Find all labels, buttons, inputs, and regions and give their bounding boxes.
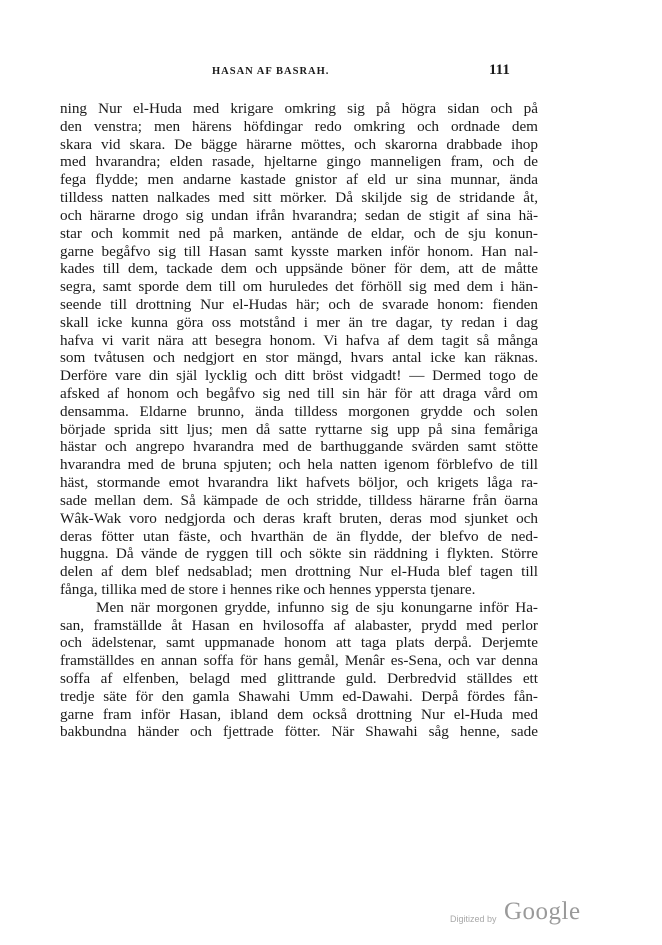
text-line: densamma. Eldarne brunno, ända tilldess morgonen grydde och solen: [60, 402, 538, 420]
text-line: häst, stormande emot hvarandra likt hafvets böljor, och krigets låga ra-: [60, 474, 538, 492]
text-line: afsked af honom och begåfvo sig ned till sin här för att draga vård om: [60, 385, 538, 402]
text-line: Derföre vare din själ lycklig och ditt bröst vidgadt! — Dermed togo de: [60, 367, 538, 385]
text-line: kades till dem, tackade dem och uppsände böner för dem, att de måtte: [60, 260, 538, 278]
running-head: [0, 62, 662, 82]
watermark-label: Digitized by: [450, 914, 497, 924]
text-line: den venstra; men härens höfdingar redo omkring och ordnade dem: [60, 117, 538, 135]
text-line: hvarandra med de bruna spjuten; och hela natten igenom förblefvo de till: [60, 456, 538, 474]
text-line: bakbundna händer och fjettrade fötter. När Shawahi såg henne, sade: [60, 723, 538, 741]
paragraph-last-line: fånga, tillika med de store i hennes rike och hennes yppersta tjenare.: [60, 580, 476, 598]
text-line: ning Nur el-Huda med krigare omkring sig på högra sidan och på: [60, 100, 538, 117]
body-text: [60, 100, 538, 741]
text-line: delen af dem blef nedsablad; men drottning Nur el-Huda blef tagen till: [60, 563, 538, 581]
text-line: började sprida sitt ljus; men då satte ryttarne sig upp på sina femåriga: [60, 420, 538, 438]
text-line: garne begåfvo sig till Hasan samt kysste marken inför honom. Han nal-: [60, 242, 538, 260]
text-line: san, framställde åt Hasan en hvilosoffa af alabaster, prydd med perlor: [60, 616, 538, 634]
text-line: och ädelstenar, samt uppmanade honom att taga plats derpå. Derjemte: [60, 634, 538, 652]
text-line: seende till drottning Nur el-Hudas här; och de svarade honom: fienden: [60, 295, 538, 313]
text-line: huggna. Då vände de ryggen till och sökte sin räddning i flykten. Större: [60, 545, 538, 563]
text-line: soffa af elfenben, belagd med glittrande guld. Derbredvid ställdes ett: [60, 670, 538, 687]
text-line: hafva vi varit nära att besegra honom. Vi hafva af dem tagit så många: [60, 331, 538, 349]
running-title: HASAN AF BASRAH.: [212, 66, 330, 77]
text-line: framställdes en annan soffa för hans gemål, Menâr es-Sena, och var denna: [60, 652, 538, 670]
text-line: skara vid skara. De bägge härarne möttes, och skarorna drabbade ihop: [60, 135, 538, 153]
text-line: sade mellan dem. Så kämpade de och stridde, tilldess härarne från öarna: [60, 491, 538, 509]
text-line: garne fram inför Hasan, ibland dem också drottning Nur el-Huda med: [60, 705, 538, 723]
digitized-watermark: [450, 896, 590, 936]
text-line: tilldess natten nalkades med sitt mörker. Då skiljde sig de stridande åt,: [60, 189, 538, 207]
text-line: segra, samt sporde dem till om huruledes det förhöll sig med dem i hän-: [60, 278, 538, 296]
text-line: star och kommit ned på marken, antände de eldar, och de sju konun-: [60, 224, 538, 242]
text-line: skall icke kunna göra oss motstånd i mer än tre dagar, ty redan i dag: [60, 313, 538, 331]
text-line: Wâk-Wak voro nedgjorda och deras kraft bruten, deras mod sjunket och: [60, 509, 538, 527]
text-line: och härarne drogo sig undan ifrån hvarandra; sedan de stigit af sina hä-: [60, 206, 538, 224]
paragraph-first-line: Men när morgonen grydde, infunno sig de sju konungarne inför Ha-: [96, 598, 538, 616]
text-line: deras fötter utan fäste, och hvarthän de än flydde, der blefvo de ned-: [60, 527, 538, 545]
text-line: fega flydde; men andarne kastade gnistor af eld ur sina munnar, ända: [60, 171, 538, 189]
text-line: tredje säte för den gamla Shawahi Umm ed-Dawahi. Derpå fördes fån-: [60, 687, 538, 705]
text-line: hästar och angrepo hvarandra med de barthuggande svärden samt stötte: [60, 438, 538, 456]
text-line: som tvåtusen och nedgjort en stor mängd, hvars antal icke kan räknas.: [60, 349, 538, 367]
page-number: 111: [489, 62, 510, 78]
google-logo: Google: [504, 898, 581, 925]
text-line: med hvarandra; elden rasade, hjeltarne gingo manneligen fram, och de: [60, 153, 538, 171]
